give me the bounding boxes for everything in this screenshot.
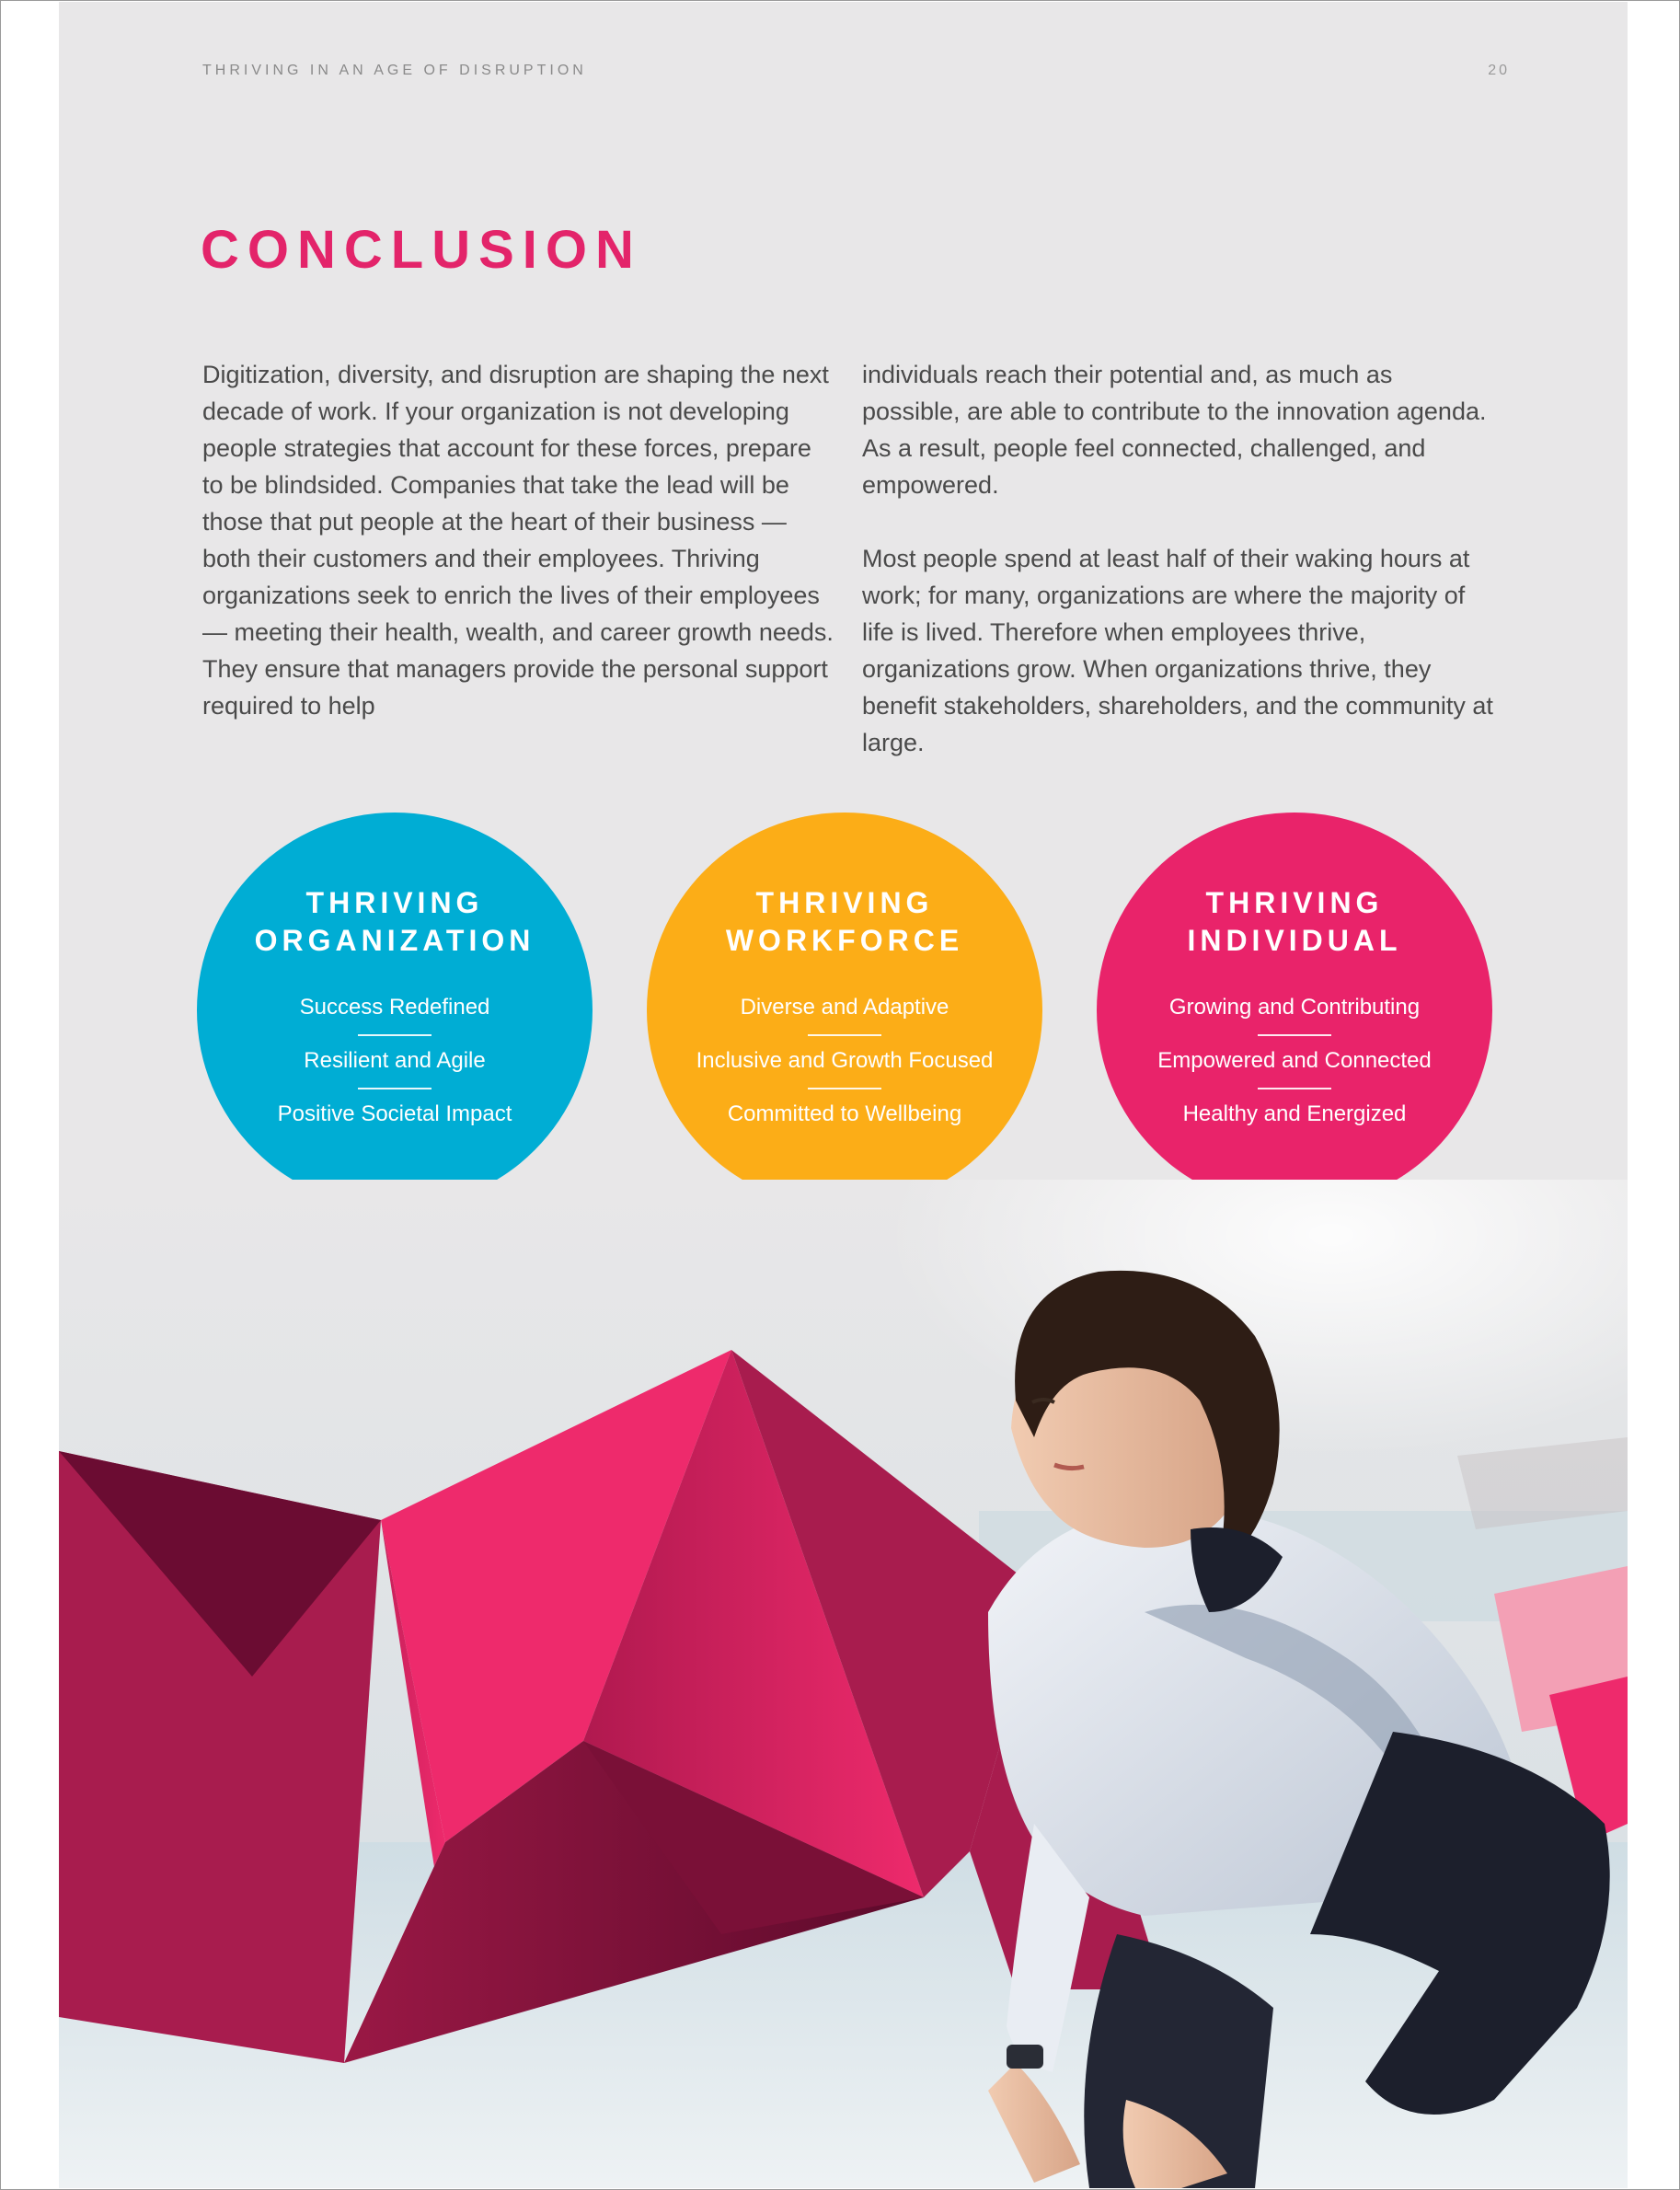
circle-title: [647, 884, 1042, 960]
page: [59, 2, 1628, 2188]
thriving-organization-circle: [197, 813, 593, 1208]
thriving-workforce-circle: [647, 813, 1042, 1208]
circle-title: [1097, 884, 1492, 960]
circle-item: Resilient and Agile: [197, 1034, 593, 1088]
body-text-left: Digitization, diversity, and disruption are shaping the next decade of work. If your organization is not developing people strategies that account for these forces, prepare to be blindsided. Companies that take the lead will be those that put people at the heart of their business — both their customers and their employees. Thriving organizations seek to enrich the lives of their employees — meeting their health, wealth, and career growth needs. They ensure that managers provide the personal support required to help: [202, 361, 834, 720]
circle-title-line-1: THRIVING: [1205, 886, 1384, 919]
body-text-right: [862, 356, 1497, 798]
circle-list: [1097, 981, 1492, 1141]
circle-item: Diverse and Adaptive: [740, 995, 949, 1020]
circle-title: [197, 884, 593, 960]
page-number: 20: [1488, 63, 1510, 78]
circle-item: Healthy and Energized: [1097, 1088, 1492, 1141]
circle-item: Positive Societal Impact: [197, 1088, 593, 1141]
hero-photo: [59, 1180, 1628, 2188]
body-paragraph-2: Most people spend at least half of their waking hours at work; for many, organizations are where the majority of life is lived. Therefore when employees thrive, organizations grow. When organizations thrive, they benefit stakeholders, shareholders, and the community at large.: [862, 545, 1493, 756]
circle-item: Committed to Wellbeing: [647, 1088, 1042, 1141]
circle-title-line-1: THRIVING: [755, 886, 934, 919]
circle-item: Growing and Contributing: [1168, 995, 1421, 1020]
circle-title-line-2: INDIVIDUAL: [1187, 924, 1402, 957]
circle-title-line-2: ORGANIZATION: [254, 924, 535, 957]
circle-title-line-1: THRIVING: [305, 886, 484, 919]
circle-item: Success Redefined: [299, 995, 490, 1020]
circle-item: Inclusive and Growth Focused: [647, 1034, 1042, 1088]
circle-item: Empowered and Connected: [1097, 1034, 1492, 1088]
thriving-individual-circle: [1097, 813, 1492, 1208]
circle-list: [197, 981, 593, 1141]
circle-title-line-2: WORKFORCE: [725, 924, 964, 957]
circle-list: [647, 981, 1042, 1141]
page-title: CONCLUSION: [201, 220, 642, 280]
body-paragraph-1: individuals reach their potential and, as much as possible, are able to contribute to the innovation agenda. As a result, people feel connected, challenged, and empowered.: [862, 361, 1487, 499]
running-header: THRIVING IN AN AGE OF DISRUPTION: [202, 63, 587, 78]
